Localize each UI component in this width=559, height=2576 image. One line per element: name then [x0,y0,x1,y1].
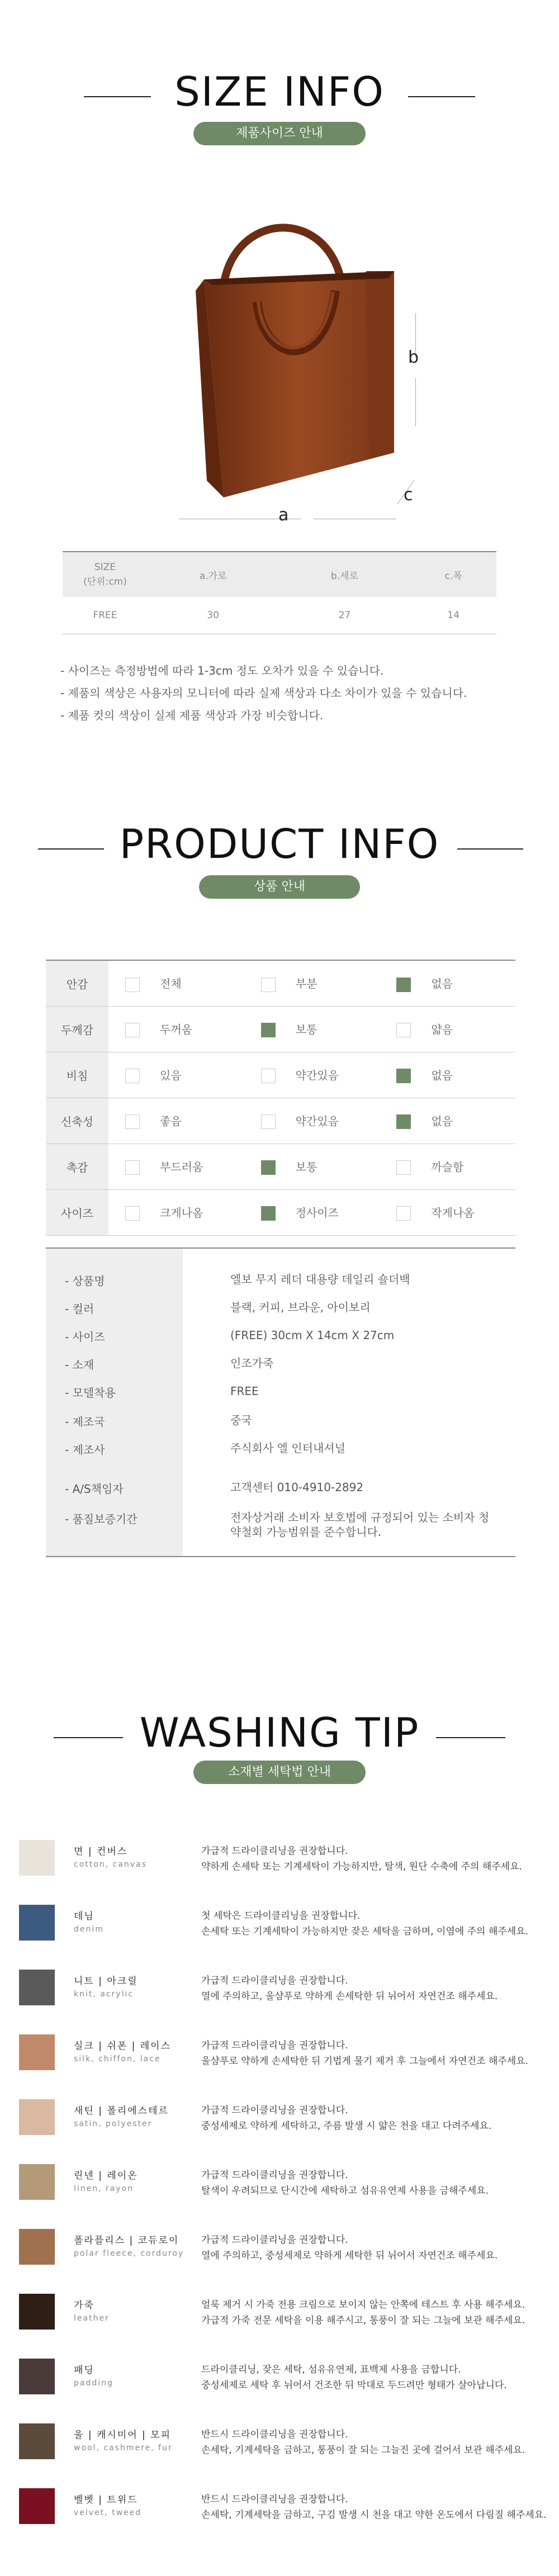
table-row [46,1052,515,1098]
attr-option [380,1006,515,1052]
fabric-desc-line: 중성세제로 약하게 세탁하고, 주름 발생 시 얇은 천을 대고 다려주세요. [201,2120,492,2132]
spec-value: 주식회사 엘 인터내셔널 [230,1441,345,1455]
list-item [13,1968,550,2013]
product-info-title: PRODUCT INFO [119,820,440,867]
attr-option [108,1098,244,1144]
fabric-desc [201,2362,559,2393]
checkbox-unchecked [261,1069,276,1083]
attr-option-label: 없음 [431,1068,453,1082]
fabric-sub: padding [74,2379,113,2388]
fabric-sub: cotton, canvas [74,1860,147,1869]
attr-option [108,1144,244,1189]
fabric-swatch-icon [19,2034,55,2070]
fabric-desc-line: 가급적 드라이클리닝을 권장합니다. [201,2040,348,2051]
spec-value: 전자상거래 소비자 보호법에 규정되어 있는 소비자 청약철회 가능범위를 준수합니다. [230,1511,490,1539]
attr-option [244,1098,380,1144]
attr-option [244,960,380,1006]
attr-option [108,1189,244,1235]
size-cell: 14 [410,597,496,634]
attr-label: 신축성 [46,1098,108,1144]
list-item [13,2422,550,2467]
spec-key: - A/S책임자 [65,1482,124,1496]
fabric-name: 벨벳 | 트위드 [74,2494,138,2506]
fabric-swatch-icon [19,2294,55,2330]
spec-key: - 소재 [65,1358,94,1372]
spec-value: 중국 [230,1413,252,1427]
attr-option-label: 작게나옴 [431,1206,475,1220]
spec-key: - 상품명 [65,1274,105,1288]
spec-value: 인조가죽 [230,1356,274,1370]
attr-option-label: 정사이즈 [295,1206,339,1220]
fabric-sub: knit, acrylic [74,1990,134,1999]
fabric-name: 데님 [74,1911,94,1922]
attr-option [380,1189,515,1235]
checkbox-unchecked [125,1160,140,1175]
size-note: - 제품의 색상은 사용자의 모니터에 따라 실제 색상과 다소 차이가 있을 수 있습니다. [60,686,467,700]
spec-key: - 품질보증기간 [65,1512,138,1526]
fabric-desc-line: 열에 주의하고, 중성세제로 약하게 세탁한 뒤 뉘어서 자연건조 해주세요. [201,2250,498,2261]
fabric-desc-line: 울샴푸로 약하게 손세탁한 뒤 기법게 물기 제거 후 그늘에서 자연건조 해주세요. [201,2056,528,2067]
fabric-desc-line: 가급적 드라이클리닝을 권장합니다. [201,1975,348,1986]
fabric-desc-line: 가급적 가죽 전문 세탁을 이용 해주시고, 통풍이 잘 되는 그늘에 보관 해주세요. [201,2315,525,2326]
checkbox-checked [396,1069,411,1083]
table-row [46,1006,515,1052]
size-header-c: c.폭 [410,552,496,597]
fabric-desc-line: 반드시 드라이클리닝을 권장합니다. [201,2429,348,2440]
fabric-name: 패딩 [74,2365,94,2376]
checkbox-checked [261,1160,276,1175]
dim-b-label: b [408,348,419,367]
fabric-desc [201,2103,559,2134]
fabric-name: 니트 | 아크릴 [74,1976,138,1987]
attr-option [380,960,515,1006]
attr-option-label: 약간있음 [295,1068,339,1082]
checkbox-unchecked [261,1114,276,1129]
size-cell: FREE [63,597,148,634]
fabric-swatch-icon [19,2423,55,2459]
checkbox-unchecked [125,1069,140,1083]
size-header-b: b.세로 [278,552,410,597]
spec-value: 엘보 무지 레더 대용량 데일리 숄더백 [230,1273,410,1286]
attr-option-label: 크게나옴 [160,1206,203,1220]
fabric-desc [201,2167,559,2199]
attr-label: 촉감 [46,1144,108,1189]
fabric-swatch-icon [19,1905,55,1941]
table-row [46,960,515,1006]
dim-c-label: c [404,485,413,505]
fabric-name: 새틴 | 폴리에스테르 [74,2105,169,2117]
attr-option-label: 부드러움 [160,1160,203,1174]
attr-label: 두께감 [46,1006,108,1052]
attr-option [244,1144,380,1189]
size-header-size: SIZE (단위:cm) [63,552,148,597]
list-item [13,2293,550,2337]
checkbox-unchecked [125,978,140,992]
size-note: - 사이즈는 측정방법에 따라 1-3cm 정도 오차가 있을 수 있습니다. [60,664,384,677]
fabric-desc-line: 손세탁, 기계세탁을 금하고, 통풍이 잘 되는 그늘진 곳에 걸어서 보관 해주세요. [201,2445,525,2456]
checkbox-unchecked [261,978,276,992]
list-item [13,1904,550,1948]
fabric-swatch-icon [19,1840,55,1876]
fabric-swatch-icon [19,2164,55,2200]
fabric-desc-line: 가급적 드라이클리닝을 권장합니다. [201,1846,348,1857]
fabric-desc-line: 반드시 드라이클리닝을 권장합니다. [201,2494,348,2505]
list-item [13,2163,550,2208]
spec-key: - 컬러 [65,1302,94,1316]
list-item [13,1839,550,1884]
attr-option-label: 보통 [295,1022,318,1036]
spec-key: - 사이즈 [65,1330,105,1344]
size-cell: 27 [278,597,410,634]
fabric-name: 가죽 [74,2300,94,2311]
fabric-desc-line: 가급적 드라이클리닝을 권장합니다. [201,2170,348,2181]
fabric-swatch-icon [19,2488,55,2524]
fabric-swatch-icon [19,2359,55,2394]
fabric-sub: silk, chiffon, lace [74,2055,161,2063]
fabric-swatch-icon [19,2229,55,2265]
fabric-desc-line: 약하게 손세탁 또는 기계세탁이 가능하지만, 탈색, 원단 수축에 주의 해주세요. [201,1861,522,1872]
spec-key: - 모델착용 [65,1386,116,1400]
fabric-desc-line: 중성세제로 세탁 후 뉘어서 건조한 뒤 막대로 두드려만 형태가 살아납니다. [201,2380,507,2391]
attr-label: 비침 [46,1052,108,1098]
fabric-name: 폴라플리스 | 코듀로이 [74,2235,179,2246]
fabric-desc-line: 손세탁 또는 기계세탁이 가능하지만 잦은 세탁을 금하며, 이염에 주의 해주세요. [201,1926,528,1937]
attr-option-label: 까슬함 [431,1160,464,1174]
fabric-sub: satin, polyester [74,2119,153,2128]
fabric-desc-line: 열에 주의하고, 울샴푸로 약하게 손세탁한 뒤 뉘어서 자연건조 해주세요. [201,1991,498,2002]
spec-key: - 제조사 [65,1443,105,1457]
checkbox-unchecked [396,1023,411,1037]
fabric-desc [201,2232,559,2264]
dim-b-line-2 [415,378,416,426]
fabric-desc [201,1843,559,1875]
fabric-swatch-icon [19,2099,55,2135]
fabric-name: 린넨 | 레이온 [74,2170,138,2181]
checkbox-checked [396,1114,411,1129]
list-item [13,2357,550,2402]
bag-image [140,218,430,531]
fabric-desc [201,2297,559,2328]
size-info-title: SIZE INFO [174,68,385,115]
checkbox-unchecked [396,1206,411,1221]
fabric-swatch-icon [19,1970,55,2005]
attr-option-label: 좋음 [160,1114,182,1128]
checkbox-unchecked [125,1114,140,1129]
attr-option [244,1052,380,1098]
table-row [46,1144,515,1189]
product-spec [46,1247,515,1557]
checkbox-unchecked [396,1160,411,1175]
spec-value: (FREE) 30cm X 14cm X 27cm [230,1329,395,1342]
size-note: - 제품 컷의 색상이 실제 제품 색상과 가장 비슷합니다. [60,709,324,722]
attr-label: 사이즈 [46,1189,108,1235]
table-row [63,597,496,634]
fabric-desc-line: 가급적 드라이클리닝을 권장합니다. [201,2235,348,2246]
fabric-sub: velvet, tweed [74,2508,142,2517]
fabric-sub: denim [74,1925,104,1934]
checkbox-checked [261,1206,276,1221]
fabric-desc-line: 드라이클리닝, 잦은 세탁, 섬유유연제, 표백제 사용을 금합니다. [201,2364,461,2375]
size-info-subtitle: 제품사이즈 안내 [193,122,366,145]
attr-option [380,1052,515,1098]
attr-option-label: 부분 [295,977,318,990]
fabric-desc-line: 얼룩 제거 시 가죽 전용 크림으로 보이지 않는 안쪽에 테스트 후 사용 해주세요. [201,2299,525,2311]
attr-option [244,1189,380,1235]
attr-option [108,1006,244,1052]
attr-option-label: 없음 [431,1114,453,1128]
attr-option-label: 두꺼움 [160,1022,192,1036]
fabric-desc [201,2038,559,2069]
fabric-desc-line: 가급적 드라이클리닝을 권장합니다. [201,2105,348,2116]
attr-option [380,1098,515,1144]
checkbox-checked [396,978,411,992]
fabric-sub: polar fleece, corduroy [74,2249,184,2258]
product-info-subtitle: 상품 안내 [199,875,360,899]
attr-option [108,1052,244,1098]
table-row [46,1098,515,1144]
spec-key: - 제조국 [65,1415,105,1429]
fabric-desc-line: 첫 세탁은 드라이클리닝을 권장합니다. [201,1910,361,1922]
checkbox-unchecked [125,1206,140,1221]
size-header-a: a.가로 [148,552,278,597]
fabric-sub: linen, rayon [74,2184,134,2193]
fabric-desc-line: 손세탁, 기계세탁을 금하고, 구김 발생 시 천을 대고 약한 온도에서 다림질 해주세요. [201,2509,547,2521]
attr-option [244,1006,380,1052]
attr-option-label: 보통 [295,1160,318,1174]
table-row [46,1189,515,1235]
size-notes [60,660,467,727]
attr-option-label: 얇음 [431,1022,453,1036]
fabric-name: 면 | 컨버스 [74,1846,128,1857]
list-item [13,2487,550,2532]
fabric-name: 울 | 캐시미어 | 모피 [74,2430,172,2441]
list-item [13,2228,550,2273]
spec-value: 고객센터 010-4910-2892 [230,1481,364,1494]
size-table [63,551,496,634]
list-item [13,2033,550,2078]
spec-value: FREE [230,1384,259,1398]
spec-value: 블랙, 커피, 브라운, 아이보리 [230,1301,371,1314]
attr-option-label: 전체 [160,977,182,990]
size-cell: 30 [148,597,278,634]
fabric-name: 실크 | 쉬폰 | 레이스 [74,2041,172,2052]
checkbox-unchecked [125,1023,140,1037]
attr-option [380,1144,515,1189]
fabric-sub: wool, cashmere, fur [74,2444,173,2452]
checkbox-checked [261,1023,276,1037]
attr-option-label: 있음 [160,1068,182,1082]
fabric-desc [201,1973,559,2004]
fabric-desc [201,1908,559,1939]
dim-a-label: a [278,505,289,525]
washing-tip-subtitle: 소재별 세탁법 안내 [193,1761,366,1784]
fabric-sub: leather [74,2314,110,2323]
fabric-desc [201,2492,559,2523]
attr-label: 안감 [46,960,108,1006]
attr-option-label: 없음 [431,977,453,990]
washing-tip-title: WASHING TIP [139,1709,420,1756]
fabric-desc-line: 탈색이 우려되므로 단시간에 세탁하고 섬유유연제 사용을 금해주세요. [201,2185,489,2197]
attr-option-label: 약간있음 [295,1114,339,1128]
attr-option [108,960,244,1006]
list-item [13,2098,550,2143]
product-attr-table [46,960,515,1236]
fabric-desc [201,2427,559,2458]
